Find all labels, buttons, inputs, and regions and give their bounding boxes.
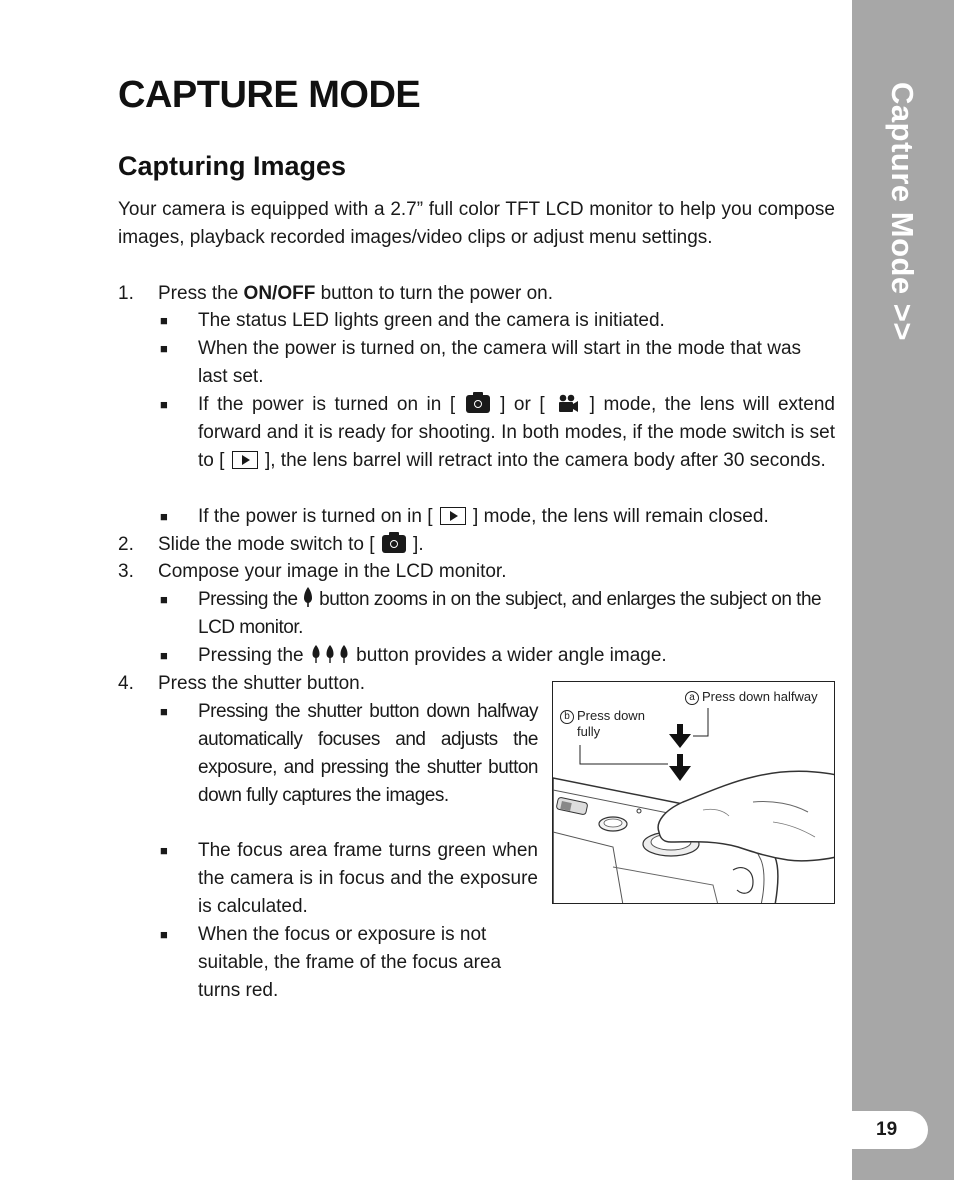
page-number: 19 — [842, 1111, 928, 1149]
marker-a: a — [685, 691, 699, 705]
step-text: Press the ON/OFF button to turn the power on. — [158, 283, 553, 304]
bullet-text: If the power is turned on in [ ] or [ ] mode, the lens will extend forward and it is ready for shooting. In both modes, if the mode switch is set to [ ], the lens barrel will retract into the camera body after 30 seconds. — [198, 394, 835, 471]
step-text: Slide the mode switch to [ ]. — [158, 534, 424, 555]
page-title: CAPTURE MODE — [118, 74, 421, 116]
marker-b: b — [560, 710, 574, 724]
tele-tree-icon — [302, 586, 314, 608]
bullet-marker — [160, 391, 168, 419]
bullet-text: Pressing the button zooms in on the subject, and enlarges the subject on the LCD monitor. — [198, 586, 838, 642]
on-off-label: ON/OFF — [243, 283, 316, 304]
bullet-marker — [160, 307, 168, 335]
bullet-text: When the power is turned on, the camera will start in the mode that was last set. — [198, 338, 802, 387]
bullet-marker — [160, 586, 168, 614]
bullet-text: When the focus or exposure is not suitable, the frame of the focus area turns red. — [198, 924, 502, 1001]
step-number: 1. — [118, 283, 134, 304]
step-number: 2. — [118, 534, 134, 555]
bullet-marker — [160, 642, 168, 670]
fully-callout: b Press down fully — [560, 708, 645, 740]
bullet-marker — [160, 698, 168, 726]
section-heading: Capturing Images — [118, 151, 347, 181]
halfway-callout: a Press down halfway — [685, 689, 818, 705]
play-icon — [440, 507, 466, 525]
bullet-text: If the power is turned on in [ ] mode, the lens will remain closed. — [198, 506, 769, 527]
intro-paragraph: Your camera is equipped with a 2.7” full color TFT LCD monitor to help you compose images, playback recorded images/video clips or adjust menu settings. — [118, 199, 835, 248]
bullet-text: The status LED lights green and the camera is initiated. — [198, 310, 665, 331]
step-number: 3. — [118, 561, 134, 582]
bullet-marker — [160, 503, 168, 531]
bullet-marker — [160, 837, 168, 865]
camera-icon — [466, 395, 490, 413]
step-number: 4. — [118, 673, 134, 694]
bullet-marker — [160, 921, 168, 949]
video-camera-icon — [555, 393, 579, 413]
bullet-text: Pressing the shutter button down halfway automatically focuses and adjusts the exposure, and pressing the shutter button down fully captures the images. — [198, 701, 538, 806]
wide-trees-icon — [310, 642, 350, 664]
bullet-text: Pressing the button provides a wider angle image. — [198, 642, 667, 670]
step-text: Press the shutter button. — [158, 673, 366, 694]
shutter-illustration — [552, 681, 835, 904]
bullet-marker — [160, 335, 168, 363]
play-icon — [232, 451, 258, 469]
side-tab-title: Capture Mode >> — [885, 82, 920, 341]
camera-icon — [382, 535, 406, 553]
step-text: Compose your image in the LCD monitor. — [158, 561, 507, 582]
bullet-text: The focus area frame turns green when the camera is in focus and the exposure is calculated. — [198, 840, 538, 917]
